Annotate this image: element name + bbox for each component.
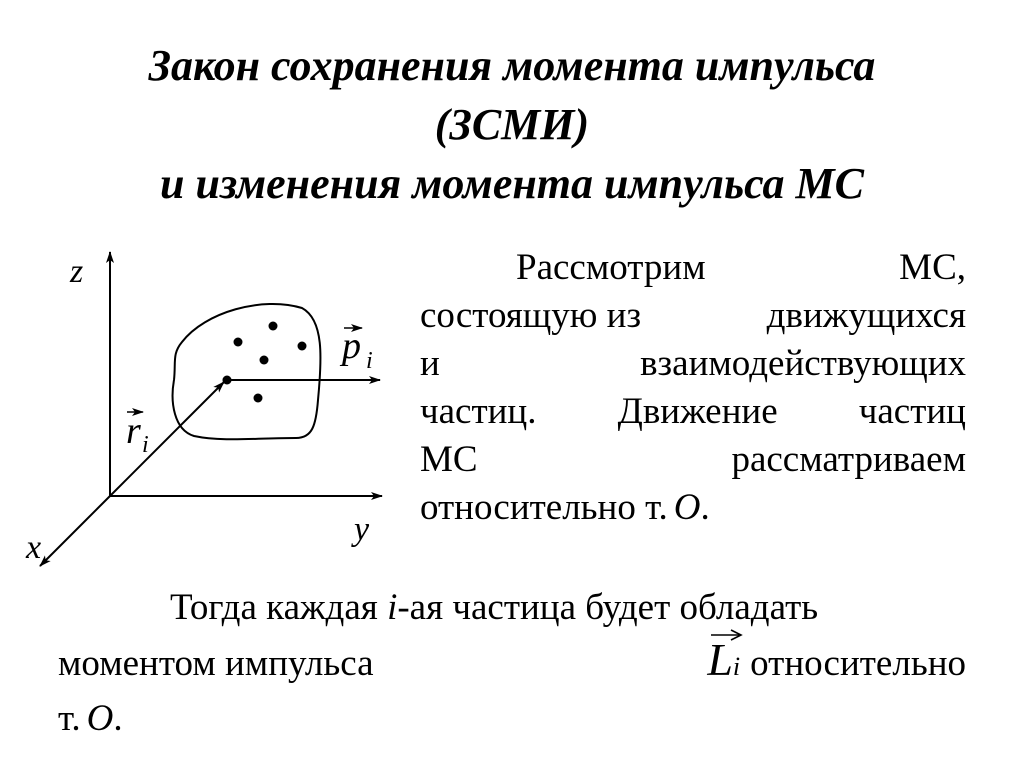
system-contour	[173, 304, 321, 439]
vector-p-label	[339, 325, 373, 374]
text-segment: Тогда каждая i-ая частица будет обладать	[170, 587, 819, 628]
text-word: моментом импульса	[58, 643, 374, 684]
axis-y-label: y	[354, 511, 370, 548]
text-word: состоящую из	[420, 295, 642, 336]
text-word: Рассмотрим	[516, 247, 706, 288]
text-word: .	[700, 487, 710, 528]
title-line-1: Закон сохранения момента импульса	[148, 41, 876, 90]
title-line-2: (ЗСМИ)	[434, 100, 590, 149]
paragraph-angular-momentum	[58, 582, 966, 745]
text-word: относительно	[750, 643, 966, 684]
text-word: МС,	[899, 247, 966, 288]
coordinate-diagram	[0, 230, 400, 580]
axis-x-label: x	[26, 529, 42, 566]
text-word: МС	[420, 439, 478, 480]
svg-text:i: i	[142, 432, 149, 458]
point-o: O	[673, 487, 701, 528]
text-word: взаимодействующих	[640, 343, 966, 384]
text-word: движущихся	[766, 295, 966, 336]
svg-text:r: r	[126, 410, 141, 452]
particle	[254, 394, 263, 403]
text-word: частиц.	[420, 391, 537, 432]
axis-z-label: z	[70, 253, 84, 290]
particle	[269, 322, 278, 331]
particle	[234, 338, 243, 347]
svg-text:i: i	[366, 348, 373, 374]
x-axis	[40, 496, 110, 566]
text-word: частиц	[858, 391, 966, 432]
text-word: рассматриваем	[731, 439, 966, 480]
text-word: относительно т.	[420, 487, 668, 528]
text-word: т.	[58, 698, 81, 739]
text-word: Движение	[617, 391, 778, 432]
svg-text:p: p	[342, 325, 361, 367]
point-o: O	[86, 698, 114, 739]
paragraph-system	[420, 244, 966, 532]
title-line-3: и изменения момента импульса МС	[160, 159, 864, 208]
particle	[298, 342, 307, 351]
text-word: .	[113, 698, 123, 739]
particle	[260, 356, 269, 365]
vector-r-label	[126, 410, 149, 458]
angular-momentum-symbol: Li	[707, 634, 740, 693]
text-word: и	[420, 343, 440, 384]
slide-title	[0, 36, 1024, 213]
